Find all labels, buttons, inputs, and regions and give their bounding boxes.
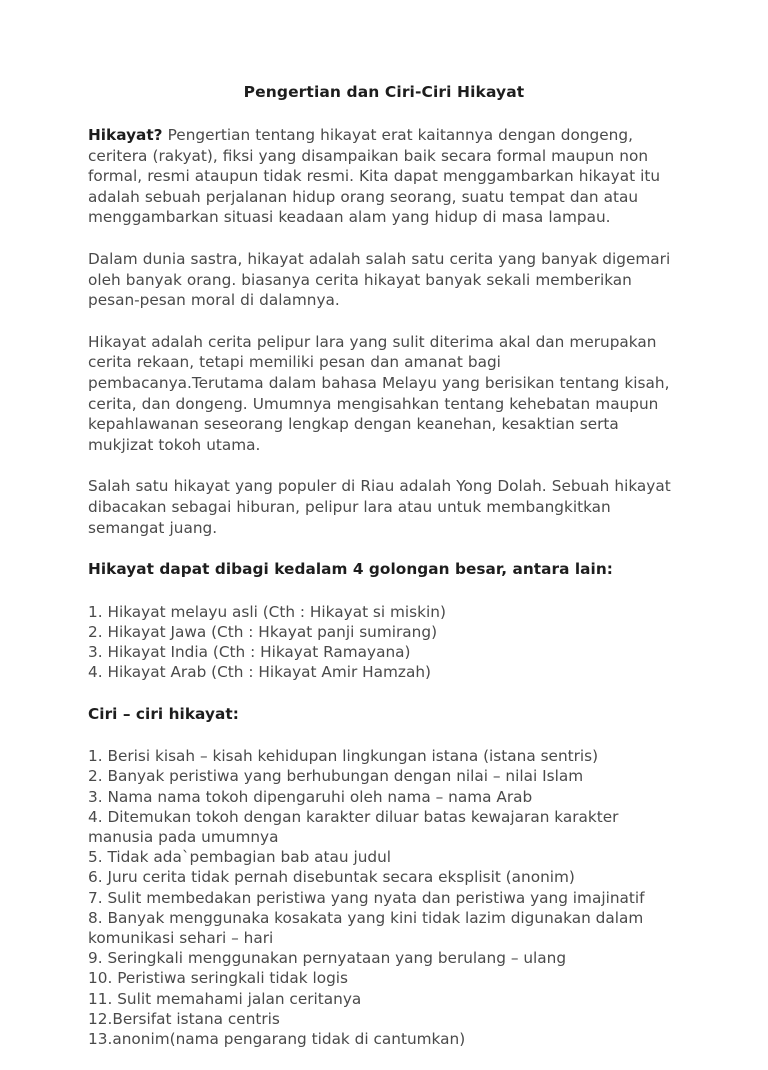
list-item: 12.Bersifat istana centris [88, 1009, 280, 1028]
list-item: 2. Hikayat Jawa (Cth : Hkayat panji sumirang) [88, 622, 438, 641]
list-item: 7. Sulit membedakan peristiwa yang nyata dan peristiwa yang imajinatif [88, 888, 645, 907]
heading-ciri-ciri: Ciri – ciri hikayat: [88, 704, 239, 723]
list-ciri-ciri [88, 746, 680, 1049]
paragraph-sastra: Dalam dunia sastra, hikayat adalah salah satu cerita yang banyak digemari oleh banyak orang. biasanya cerita hikayat banyak sekali memberikan pesan-pesan moral di dalamnya. [88, 249, 671, 310]
page-title: Pengertian dan Ciri-Ciri Hikayat [243, 83, 525, 101]
paragraph-definition-text: Pengertian tentang hikayat erat kaitannya dengan dongeng, ceritera (rakyat), fiksi yang disampaikan baik secara formal maupun non formal, resmi ataupun tidak resmi. Kita dapat menggambarkan hikayat itu adalah sebuah perjalanan hidup orang seorang, suatu tempat dan atau menggambarkan situasi keadaan alam yang hidup di masa lampau. [88, 126, 661, 227]
list-item: 6. Juru cerita tidak pernah disebuntak secara eksplisit (anonim) [88, 868, 575, 887]
list-item: 9. Seringkali menggunakan pernyataan yang berulang – ulang [88, 949, 567, 968]
list-item: 10. Peristiwa seringkali tidak logis [88, 969, 349, 988]
paragraph-yong-dolah: Salah satu hikayat yang populer di Riau adalah Yong Dolah. Sebuah hikayat dibacakan sebagai hiburan, pelipur lara atau untuk membangkitkan semangat juang. [88, 477, 671, 537]
document-body [88, 82, 680, 1070]
list-item: 8. Banyak menggunaka kosakata yang kini tidak lazim digunakan dalam komunikasi sehari – hari [88, 908, 644, 947]
list-item: 13.anonim(nama pengarang tidak di cantumkan) [88, 1029, 466, 1048]
list-golongan [88, 602, 680, 683]
paragraph-definition [88, 125, 680, 228]
heading-golongan: Hikayat dapat dibagi kedalam 4 golongan besar, antara lain: [88, 560, 613, 579]
list-item: 3. Hikayat India (Cth : Hikayat Ramayana) [88, 643, 411, 662]
list-item: 4. Hikayat Arab (Cth : Hikayat Amir Hamzah) [88, 663, 431, 682]
list-item: 3. Nama nama tokoh dipengaruhi oleh nama – nama Arab [88, 787, 533, 806]
list-item: 5. Tidak ada`pembagian bab atau judul [88, 848, 392, 867]
paragraph-lead-label: Hikayat? [88, 126, 163, 144]
list-item: 1. Berisi kisah – kisah kehidupan lingkungan istana (istana sentris) [88, 747, 599, 766]
list-item: 2. Banyak peristiwa yang berhubungan dengan nilai – nilai Islam [88, 767, 584, 786]
list-item: 11. Sulit memahami jalan ceritanya [88, 989, 362, 1008]
paragraph-pelipur-lara: Hikayat adalah cerita pelipur lara yang sulit diterima akal dan merupakan cerita rekaan, tetapi memiliki pesan dan amanat bagi pembacanya.Terutama dalam bahasa Melayu yang berisikan tentang kisah, cerita, dan dongeng. Umumnya mengisahkan tentang kehebatan maupun kepahlawanan seseorang lengkap dengan keanehan, kesaktian serta mukjizat tokoh utama. [88, 332, 670, 454]
list-item: 4. Ditemukan tokoh dengan karakter diluar batas kewajaran karakter manusia pada umumnya [88, 807, 619, 846]
list-item: 1. Hikayat melayu asli (Cth : Hikayat si miskin) [88, 602, 446, 621]
